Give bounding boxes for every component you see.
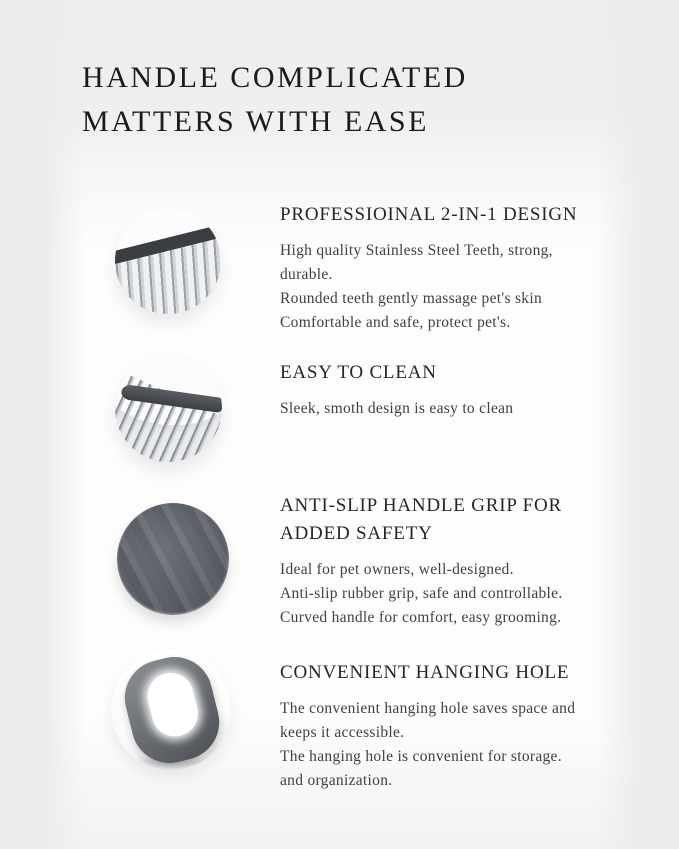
feature-text-clean: [280, 359, 602, 421]
feature-text-hanging-hole: [280, 659, 602, 793]
hanging-hole-closeup-photo: [111, 650, 231, 770]
page-title: [82, 56, 468, 144]
feature-line: and organization.: [280, 772, 393, 789]
feature-line: Anti-slip rubber grip, safe and controllable.: [280, 585, 563, 602]
feature-heading: ANTI-SLIP HANDLE GRIP FOR ADDED SAFETY: [280, 495, 562, 544]
feature-text-grip: [280, 492, 602, 630]
feature-heading: EASY TO CLEAN: [280, 362, 437, 383]
feature-line: High quality Stainless Steel Teeth, strong,: [280, 242, 553, 259]
feature-line: durable.: [280, 266, 333, 283]
comb-photo-rotated-group: [115, 208, 221, 314]
grip-photo-shading: [117, 503, 229, 615]
hanging-hole-cutout: [143, 668, 203, 741]
feature-line: The hanging hole is convenient for storage.: [280, 748, 562, 765]
comb-side-view-photo: [115, 355, 222, 462]
page-title-line1: HANDLE COMPLICATED: [82, 61, 468, 94]
comb-teeth-closeup-photo: [115, 208, 221, 314]
page-title-line2: MATTERS WITH EASE: [82, 105, 429, 138]
feature-line: Sleek, smoth design is easy to clean: [280, 400, 514, 417]
feature-line: Rounded teeth gently massage pet's skin: [280, 290, 543, 307]
feature-line: Ideal for pet owners, well-designed.: [280, 561, 514, 578]
feature-heading: PROFESSIOINAL 2-IN-1 DESIGN: [280, 204, 578, 225]
feature-line: keeps it accessible.: [280, 724, 405, 741]
feature-line: The convenient hanging hole saves space and: [280, 700, 576, 717]
feature-heading: CONVENIENT HANGING HOLE: [280, 662, 570, 683]
handle-end-dark-part: [117, 650, 228, 770]
feature-line: Curved handle for comfort, easy grooming.: [280, 609, 562, 626]
feature-line: Comfortable and safe, protect pet's.: [280, 314, 511, 331]
feature-text-design: [280, 201, 602, 335]
rubber-grip-texture-photo: [117, 503, 229, 615]
